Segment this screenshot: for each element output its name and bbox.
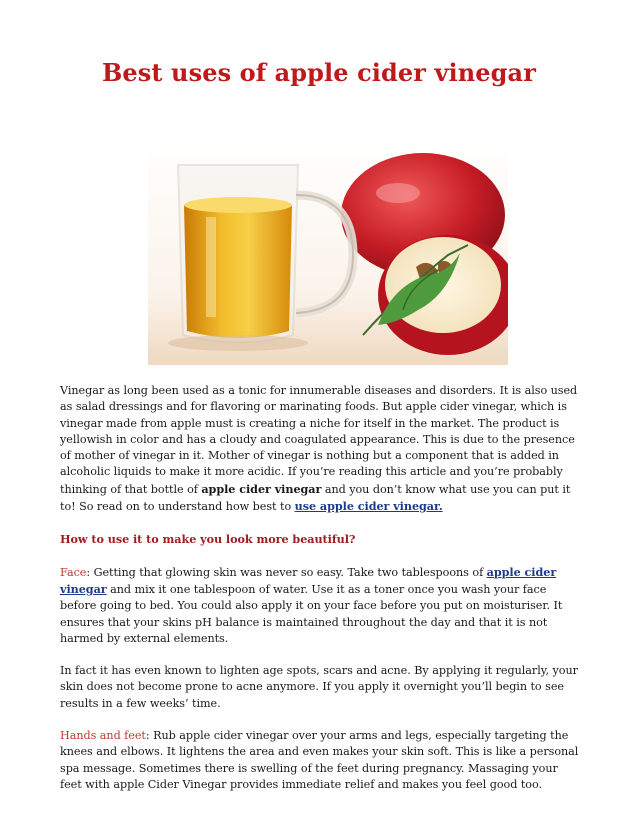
hands-text: : Rub apple cider vinegar over your arms and legs, especially targeting the knees and elbows. It lightens the area and even makes your skin soft. This is like a personal spa message. Sometimes there is swelling of the feet during pregnancy. Massaging your feet with apple Cider Vinegar provides immediate relief and makes you feel good too. — [60, 729, 579, 791]
intro-text: Vinegar as long been used as a tonic for innumerable diseases and disorders. It is also used as salad dressings and for flavoring or marinating foods. But apple cider vinegar, which is vinegar made from apple must is creating a niche for itself in the market. The product is yellowish in color and has a cloudy and coagulated appearance. This is due to the presence of mother of vinegar in it. Mother of vinegar is nothing but a component that is added in alcoholic liquids to make it more acidic. If you’re reading this article and you’re probably thinking of that bottle of — [60, 384, 578, 496]
apple-cider-vinegar-link[interactable]: apple cider vinegar — [60, 564, 557, 596]
use-apple-cider-vinegar-link[interactable]: use apple cider vinegar. — [294, 499, 443, 514]
hands-feet-label: Hands and feet — [60, 729, 146, 743]
page-title: Best uses of apple cider vinegar — [102, 58, 536, 87]
intro-text-continued: and you don’t know what use you can put it to! So read on to understand how best to — [60, 482, 571, 514]
section-heading: How to use it to make you look more beautiful? — [60, 532, 356, 547]
face-text-continued: and mix it one tablespoon of water. Use it as a toner once you wash your face before going to bed. You could also apply it on your face before you put on moisturiser. It ensures that your skins pH balance is maintained throughout the day and that it is not harmed by external elements. — [60, 582, 563, 645]
face-paragraph — [60, 564, 580, 647]
intro-paragraph — [60, 383, 580, 515]
face-text: : Getting that glowing skin was never so easy. Take two tablespoons of — [86, 565, 487, 579]
apple-cider-vinegar-photo — [148, 135, 508, 365]
face-label: Face — [60, 565, 87, 579]
article-body — [60, 383, 580, 809]
intro-bold-term: apple cider vinegar — [201, 481, 322, 496]
hands-paragraph — [60, 728, 580, 793]
lighten-paragraph: In fact it has even known to lighten age spots, scars and acne. By applying it regularly, your skin does not become prone to acne anymore. If you apply it overnight you’ll begin to see results in a few weeks’ time. — [60, 664, 578, 710]
